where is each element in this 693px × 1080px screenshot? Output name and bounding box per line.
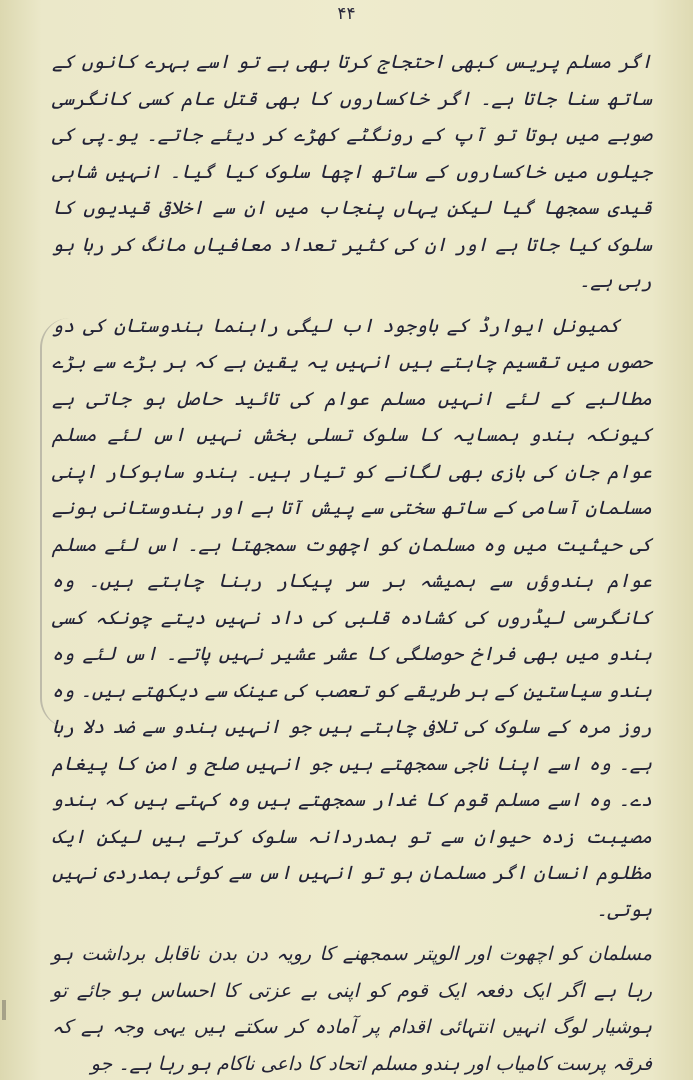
paragraph-1: اگر مسلم پریس کبھی احتجاج کرتا بھی ہے تو اسے بہرے کانوں کے ساتھ سنا جاتا ہے۔ اگر خاکساروں کا بھی قتل عام کسی کانگرسی صوبے میں ہوتا تو آپ کے رونگٹے کھڑے کر دیئے جاتے۔ یو۔پی کی جیلوں میں خاکساروں کے ساتھ اچھا سلوک کیا گیا۔ انہیں شاہی قیدی سمجھا گیا لیکن یہاں پنجاب میں ان سے اخلاقی قیدیوں کا سلوک کیا جاتا ہے اور ان کی کثیر تعداد معافیاں مانگ کر رہا ہو رہی ہے۔: [52, 51, 652, 292]
page-number: ۴۴: [337, 4, 356, 24]
paragraph-3: مسلمان کو اچھوت اور الوپتر سمجھنے کا رویہ دن بدن ناقابل برداشت ہو رہا ہے اگر ایک دفعہ ایک قوم کو اپنی بے عزتی کا احساس ہو جائے تو ہوشیار لوگ انہیں انتہائی اقدام پر آمادہ کر سکتے ہیں یہی وجہ ہے کہ فرقہ پرست کامیاب اور ہندو مسلم اتحاد کا داعی ناکام ہو رہا ہے۔ جو: [52, 943, 652, 1075]
paragraph-2: کمیونل ایوارڈ کے باوجود اب لیگی راہنما ہندوستان کی دو حصوں میں تقسیم چاہتے ہیں انہیں یہ یقین ہے کہ ہر بڑے سے بڑے مطالبے کے لئے انہیں مسلم عوام کی تائید حاصل ہو جاتی ہے کیونکہ ہندو ہمسایہ کا سلوک تسلی بخش نہیں اس لئے مسلم عوام جان کی بازی بھی لگانے کو تیار ہیں۔ ہندو ساہوکار اپنی مسلمان آسامی کے ساتھ سختی سے پیش آتا ہے اور ہندوستانی ہونے کی حیثیت میں وہ مسلمان کو اچھوت سمجھتا ہے۔ اس لئے مسلم عوام ہندوؤں سے ہمیشہ بر سر پیکار رہنا چاہتے ہیں۔ وہ کانگرسی لیڈروں کی کشادہ قلبی کی داد نہیں دیتے چونکہ کسی ہندو میں بھی فراخ حوصلگی کا عشر عشیر نہیں پاتے۔ اس لئے وہ ہندو سیاستین کے ہر طریقے کو تعصب کی عینک سے دیکھتے ہیں۔ وہ روز مرہ کے سلوک کی تلافی چاہتے ہیں جو انہیں ہندو سے ضد دلا رہا ہے۔ وہ اسے اپنا ناجی سمجھتے ہیں جو انہیں صلح و امن کا پیغام دے۔ وہ اسے مسلم قوم کا غدار سمجھتے ہیں وہ کہتے ہیں کہ ہندو مصیبت زدہ حیوان سے تو ہمدردانہ سلوک کرتے ہیں لیکن ایک مظلوم انسان اگر مسلمان ہو تو انہیں اس سے کوئی ہمدردی نہیں ہوتی۔: [52, 314, 652, 921]
body-text: [52, 44, 652, 1080]
page-edge-mark: [2, 1000, 6, 1020]
pencil-margin-mark: [40, 318, 82, 728]
